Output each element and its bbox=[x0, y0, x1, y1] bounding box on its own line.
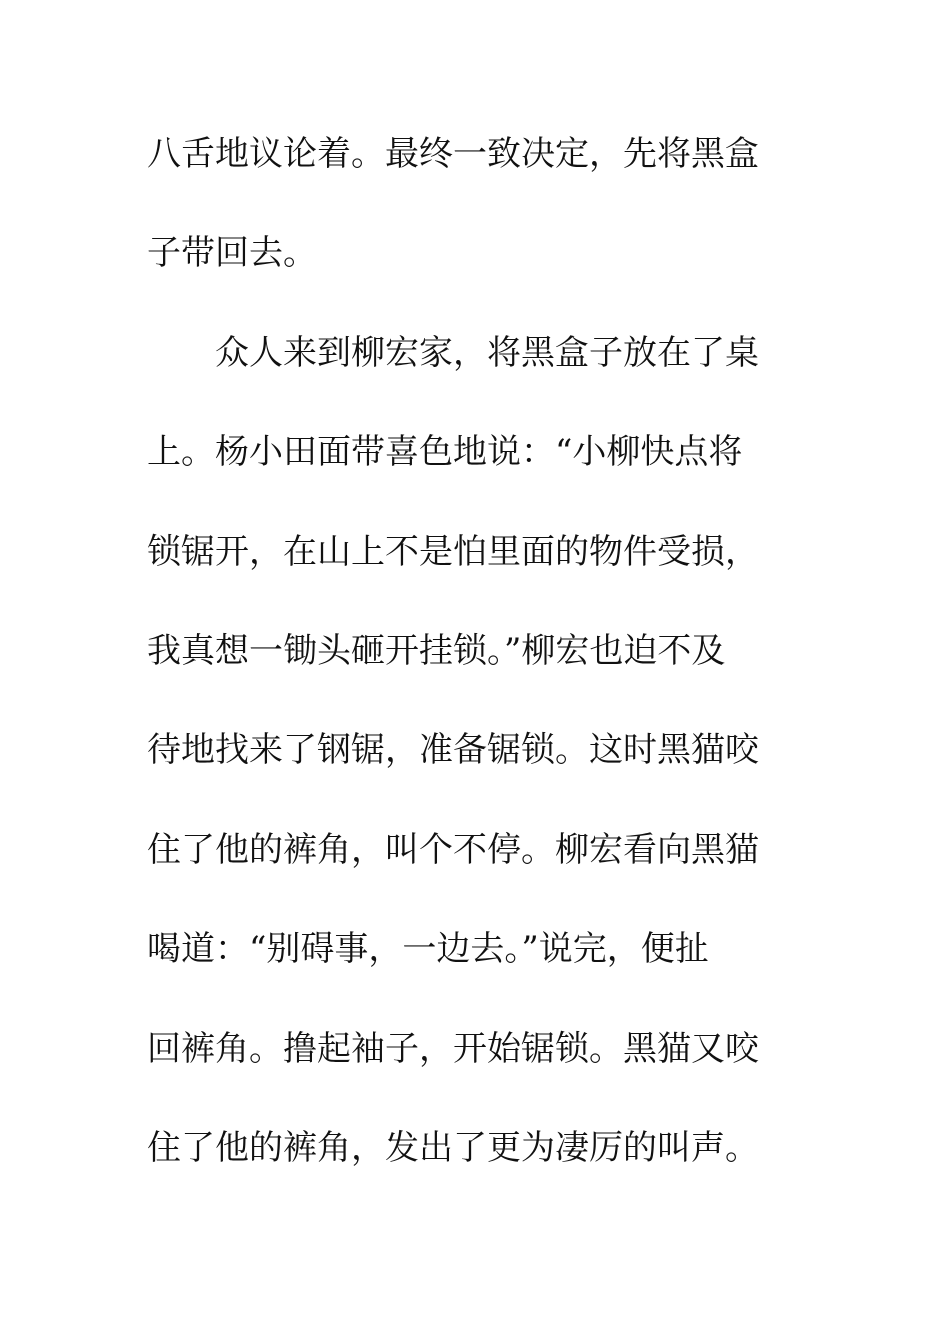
text-line: 锁锯开，在山上不是怕里面的物件受损， bbox=[147, 532, 759, 572]
text-line: 子带回去。 bbox=[147, 233, 317, 273]
text-line: 回裤角。撸起袖子，开始锯锁。黑猫又咬 bbox=[147, 1029, 759, 1069]
text-line: 八舌地议论着。最终一致决定，先将黑盒 bbox=[147, 134, 759, 174]
text-line: 住了他的裤角，叫个不停。柳宏看向黑猫 bbox=[147, 830, 759, 870]
text-line: 待地找来了钢锯，准备锯锁。这时黑猫咬 bbox=[147, 730, 759, 770]
text-line: 我真想一锄头砸开挂锁。”柳宏也迫不及 bbox=[147, 631, 726, 671]
paragraph-start-line: 众人来到柳宏家，将黑盒子放在了桌 bbox=[215, 333, 759, 373]
text-line: 上。杨小田面带喜色地说：“小柳快点将 bbox=[147, 432, 743, 472]
text-line: 喝道：“别碍事，一边去。”说完，便扯 bbox=[147, 929, 709, 969]
text-line: 住了他的裤角，发出了更为凄厉的叫声。 bbox=[147, 1128, 759, 1168]
